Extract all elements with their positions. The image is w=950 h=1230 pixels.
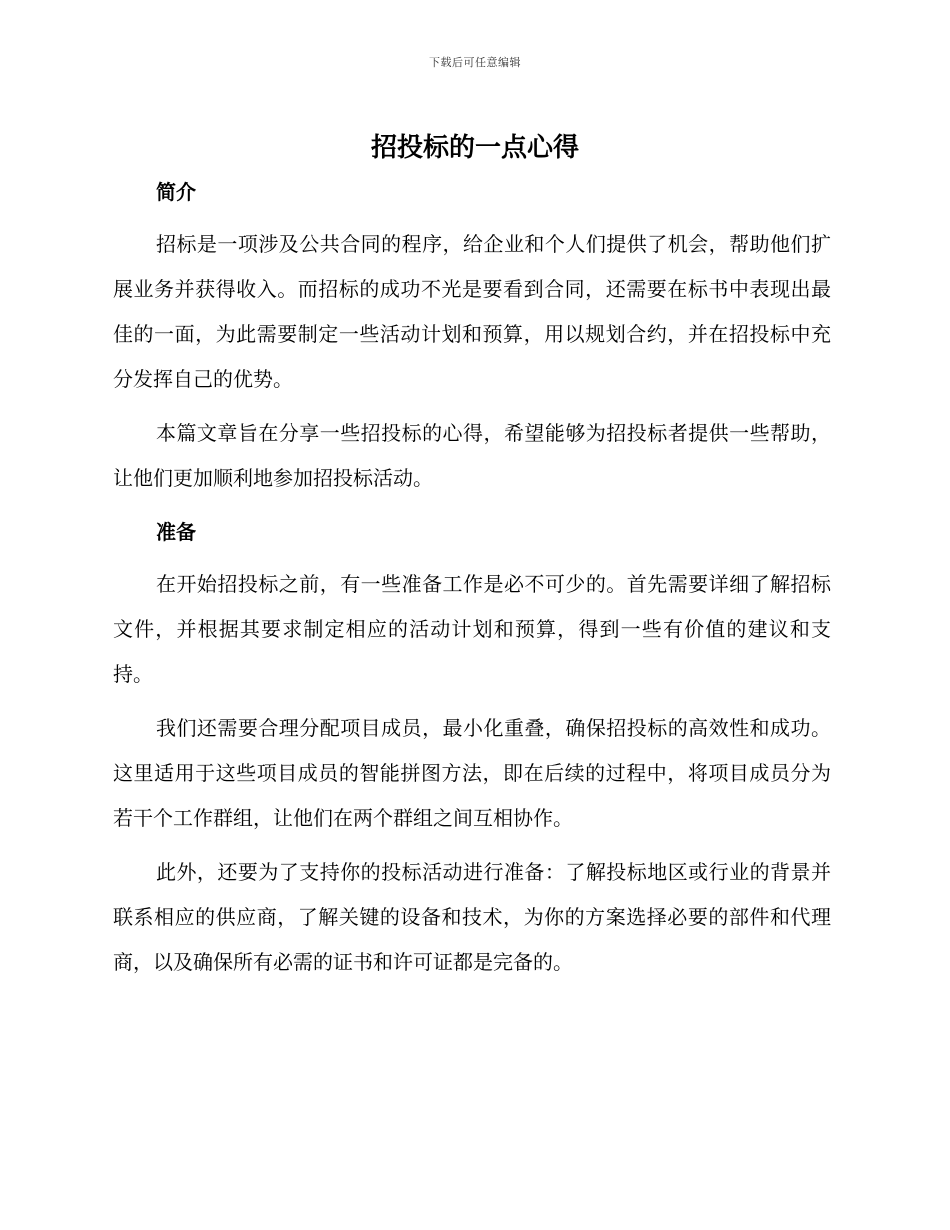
header-note: 下载后可任意编辑 xyxy=(429,56,521,69)
section-preparation xyxy=(113,510,831,985)
paragraph: 在开始招投标之前，有一些准备工作是必不可少的。首先需要详细了解招标文件，并根据其要求制定相应的活动计划和预算，得到一些有价值的建议和支持。 xyxy=(113,572,831,686)
document-body xyxy=(113,170,831,985)
section-heading-intro: 简介 xyxy=(156,180,196,204)
paragraph: 此外，还要为了支持你的投标活动进行准备：了解投标地区或行业的背景并联系相应的供应商，了解关键的设备和技术，为你的方案选择必要的部件和代理商，以及确保所有必需的证书和许可证都是完备的。 xyxy=(113,860,831,974)
section-intro xyxy=(113,170,831,501)
section-heading-preparation: 准备 xyxy=(156,520,196,544)
document-title: 招投标的一点心得 xyxy=(370,133,579,163)
paragraph: 我们还需要合理分配项目成员，最小化重叠，确保招投标的高效性和成功。这里适用于这些项目成员的智能拼图方法，即在后续的过程中，将项目成员分为若干个工作群组，让他们在两个群组之间互相协作。 xyxy=(113,716,831,830)
paragraph: 本篇文章旨在分享一些招投标的心得，希望能够为招投标者提供一些帮助，让他们更加顺利地参加招投标活动。 xyxy=(113,421,831,490)
paragraph: 招标是一项涉及公共合同的程序，给企业和个人们提供了机会，帮助他们扩展业务并获得收入。而招标的成功不光是要看到合同，还需要在标书中表现出最佳的一面，为此需要制定一些活动计划和预算，用以规划合约，并在招投标中充分发挥自己的优势。 xyxy=(113,232,831,391)
